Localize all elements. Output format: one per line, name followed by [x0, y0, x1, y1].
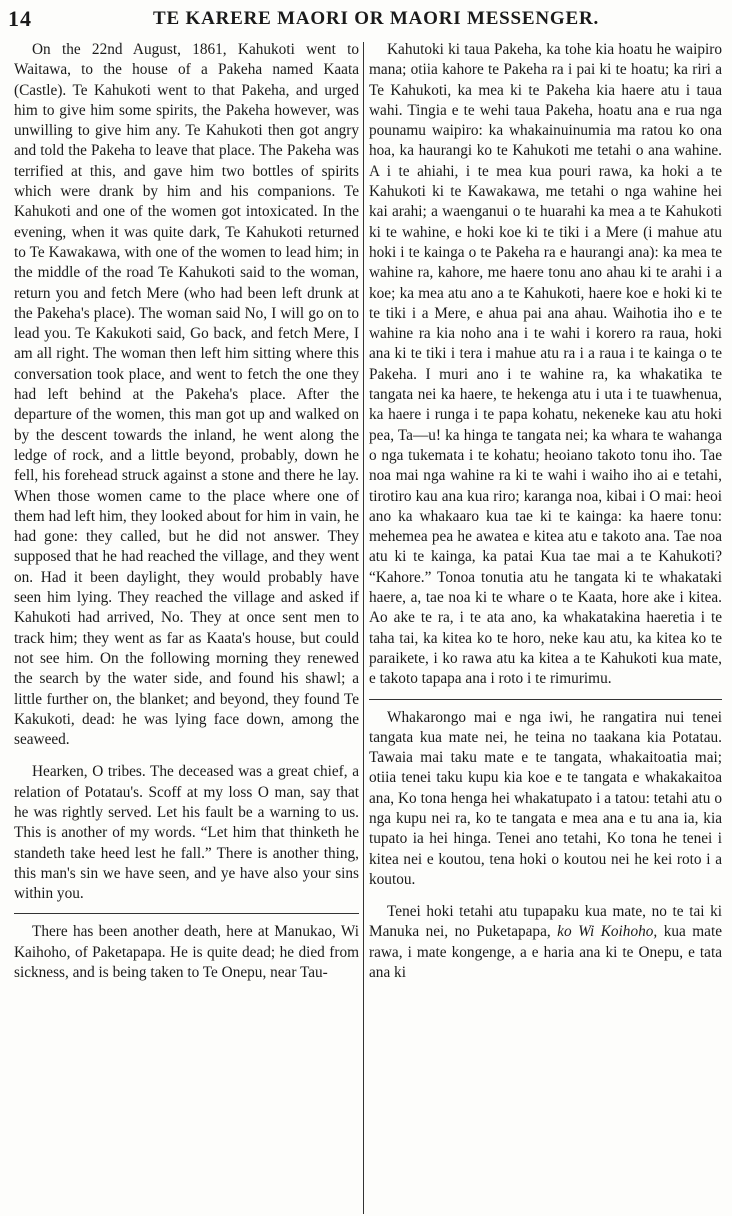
section-rule: [369, 699, 722, 700]
article-paragraph-hearken: Hearken, O tribes. The deceased was a great chief, a relation of Potatau's. Scoff at my loss O man, say that he was rightly served. Let his fault be a warning to us. This is another of my words. “Let him that thinketh he standeth take heed lest he fall.” There is another thing, this man's sin we have seen, and ye have also your sins within you.: [14, 763, 359, 903]
page-header: [8, 6, 724, 40]
article-paragraph-tenei-hoki: [369, 902, 722, 983]
running-title: TE KARERE MAORI OR MAORI MESSENGER.: [153, 8, 600, 29]
article-paragraph-whakarongo: Whakarongo mai e nga iwi, he rangatira nui tenei tangata kua mate nei, he teina no taakana kia Potatau. Tawaia mai taku mate e te tangata, whakaitoatia mai; otiia tenei taku kupu kia koe e te tangata e whakakaitoa ana, Ko tona henga hei whakatupato i a tatou: tetahi atu o nga kupu nei ra, ko te tangata e mea ana e tu ana ia, kia tupato ia hei hinga. Tenei ano tetahi, Ko tona he tenei i kitea nei e koutou, tena hoki o koutou nei he kei roto i a koutou.: [369, 708, 722, 888]
article-paragraph-another-death: There has been another death, here at Manukao, Wi Kaihoho, of Paketapapa. He is quite dead; he died from sickness, and is being taken to Te Onepu, near Tau-: [14, 923, 359, 982]
paragraph-text-end: kua mate rawa, i mate kongenge, a e haria ana ki te Onepu, e tata ana ki: [369, 923, 722, 982]
article-paragraph-kahukoti-death: On the 22nd August, 1861, Kahukoti went to Waitawa, to the house of a Pakeha named Kaata (Castle). Te Kahukoti went to that Pakeha, and urged him to give him some spirits, the Pakeha however, was unwilling to give him any. Te Kahukoti then got angry and told the Pakeha to leave that place. The Pakeha was terrified at this, and gave him two bottles of spirits which were drank by him and his companions. Te Kahukoti and one of the women got intoxicated. In the evening, when it was quite dark, Te Kahukoti returned to Te Kawakawa, with one of the women to lead him; in the middle of the road Te Kahukoti said to the woman, return you and fetch Mere (who had been left drunk at the Pakeha's place). The woman said No, I will go on to lead you. Te Kakukoti said, Go back, and fetch Mere, I am all right. The woman then left him sitting where this conversation took place, and went to fetch the one they had left behind at the Pakeha's place. After the departure of the women, this man got up and walked on by the descent towards the inland, he went along the ledge of rock, and a little beyond, probably, down he fell, his forehead struck against a stone and there he lay. When those women came to the place where one of them had left him, they looked about for him in vain, he had gone: they called, but he did not answer. They supposed that he had reached the village, and they went on. Had it been daylight, they would probably have seen him lying. They reached the village and asked if Kahukoti had arrived, No. They at once sent men to track him; they went as far as Kaata's house, but could not see him. On the following morning they renewed the search by the water side, and found his shawl; a little further on, the blanket; and beyond, they found Te Kakukoti, dead: he was lying face down, among the seaweed.: [14, 41, 359, 749]
page-number: 14: [8, 6, 32, 31]
column-divider: [363, 42, 364, 1214]
article-paragraph-kahutoki: Kahutoki ki taua Pakeha, ka tohe kia hoatu he waipiro mana; otiia kahore te Pakeha ra i pai ki te hoatu; ka riri a Te Kahukoti, ka mea ki te Pakeha kia haere atu i taua wahi. Tingia e te wehi taua Pakeha, hoatu ana e rua nga pounamu waipiro: ka whakainuinumia ma ratou ko ona hoa, ka haurangi ko te Kahukoti me tetahi o ana wahine. A i te ahiahi, i te mea kua pouri rawa, ka hoki a te Kahukoti ki te Kawakawa, me tetahi o nga wahine hei kai arahi; a waenganui o te huarahi ka mea a te Kahukoti ki te wahine, e hoki koe ki te tiki i a Mere (i mahue atu hoki i te kainga o te Pakeha ra e haurangi ana): ka mea te wahine ra, kahore, me haere tonu ano ahau ki te arahi i a koe; ka mea atu ano a te Kahukoti, haere koe e hoki ki te te tiki i a Mere, e ahua pai ana ahau. Waihotia iho e te wahine ra kia noho ana i te wahi i korero ra raua, hoki ana ki te tiki i tera i mahue atu ra i a raua i te kainga o te Pakeha. I muri ano i te wahine ra, ka whakatika te tangata nei ka haere, te hekenga atu i uta i te tuawhenua, ka haere i runga i te papa kohatu, nekeneke kau atu hoki pea, Ta—u! ka hinga te tangata nei; ka whara te wahanga o nga tukemata i te kohatu; heoiano takoto tonu iho. Tae noa mai nga wahine ra ki te wahi i waiho iho ai e tetahi, tirotiro kau ana kua riro; karanga noa, kibai i O mai: heoi ano ka whakaaro kua tae ki te kainga: ka haere tonu: mehemea pea he awatea e kitea atu e takoto ana. Tae noa atu ki te kainga, ka patai Kua tae mai a te Kahukoti? “Kahore.” Tonoa tonutia atu he tangata ki te whakataki haere, a, tae noa ki te whare o te Kaata, hore ake i kitea. Ao ake te ra, i te ata ano, ka whakatakina haeretia i te taha tai, ka kitea ko te horo, neke kau atu, ka kitea ko te paraikete, i ko rawa atu ka kitea a te Kahukoti kua mate, e takoto tapapa ana i roto i te rimurimu.: [369, 41, 722, 688]
paragraph-text-start: Tenei hoki tetahi atu tupapaku kua mate, no te tai ki Manuka nei, no Puketapapa,: [369, 903, 722, 941]
section-rule: [14, 913, 359, 914]
english-column: [14, 40, 359, 1216]
paragraph-text-name: ko Wi Koihoho,: [557, 923, 658, 941]
maori-column: [369, 40, 722, 1216]
